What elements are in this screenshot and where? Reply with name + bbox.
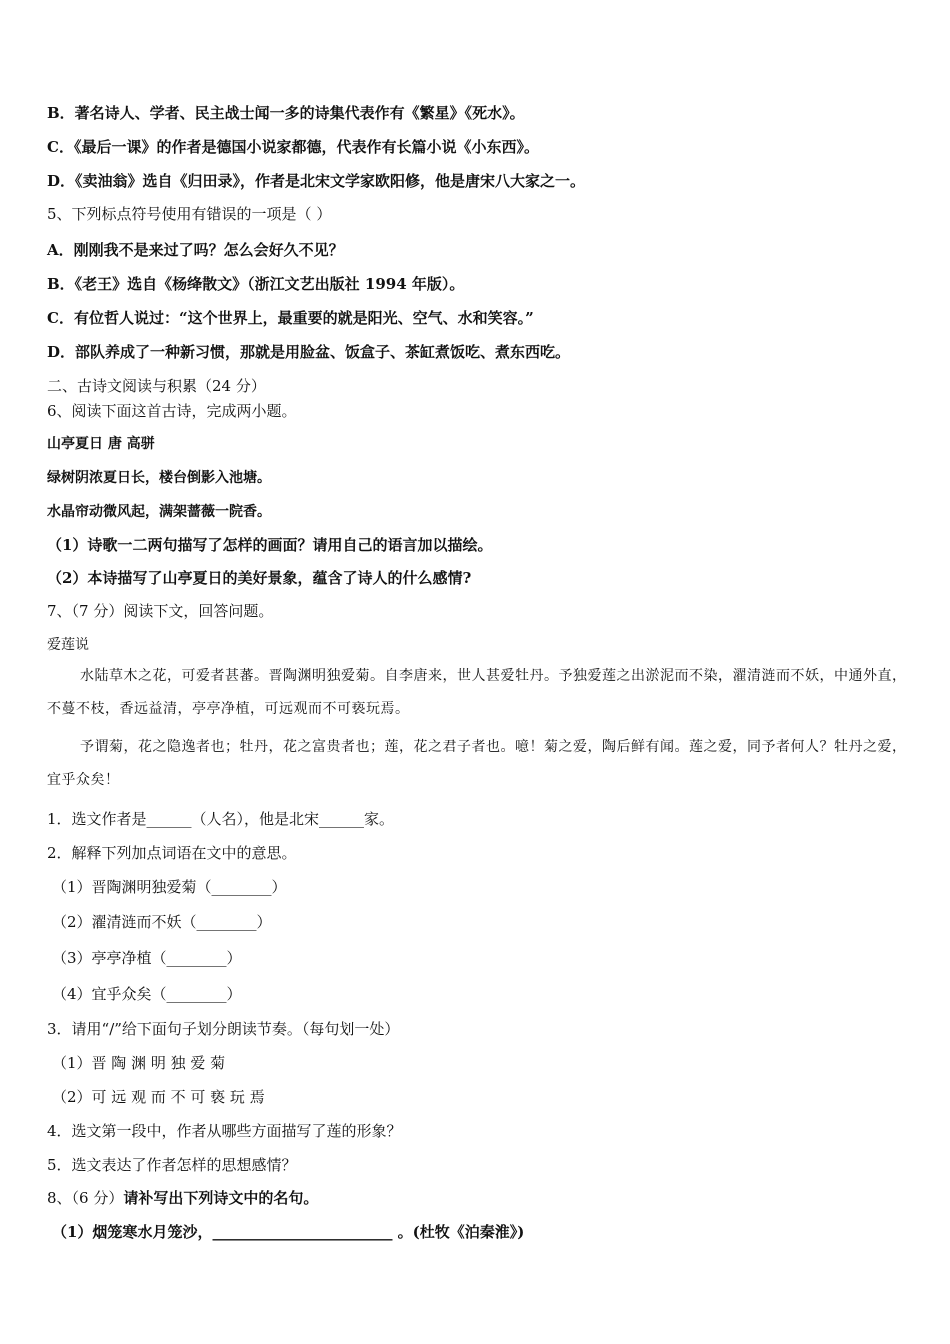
q7-item-4: 4．选文第一段中，作者从哪些方面描写了莲的形象？ bbox=[47, 1122, 402, 1140]
q4-option-c: C．《最后一课》的作者是德国小说家都德，代表作有长篇小说《小东西》。 bbox=[47, 138, 539, 156]
q6-sub-2: （2）本诗描写了山亭夏日的美好景象，蕴含了诗人的什么感情? bbox=[47, 569, 472, 587]
q5-option-b: B．《老王》选自《杨绛散文》（浙江文艺出版社 1994 年版）。 bbox=[47, 275, 465, 293]
poem-line-2: 水晶帘动微风起，满架蔷薇一院香。 bbox=[47, 504, 271, 520]
q6-sub-1: （1）诗歌一二两句描写了怎样的画面？请用自己的语言加以描绘。 bbox=[47, 536, 493, 554]
q7-stem: 7、（7 分）阅读下文，回答问题。 bbox=[47, 602, 274, 620]
q6-stem: 6、阅读下面这首古诗，完成两小题。 bbox=[47, 402, 297, 420]
q7-item-3-1: （1）晋 陶 渊 明 独 爱 菊 bbox=[52, 1054, 226, 1072]
q4-option-d: D．《卖油翁》选自《归田录》，作者是北宋文学家欧阳修，他是唐宋八大家之一。 bbox=[47, 172, 586, 190]
q5-option-a: A．刚刚我不是来过了吗？怎么会好久不见？ bbox=[47, 241, 344, 259]
q7-item-2-2: （2）濯清涟而不妖（________） bbox=[52, 913, 272, 931]
q7-item-2-4: （4）宜乎众矣（________） bbox=[52, 985, 242, 1003]
poem-line-1: 绿树阴浓夏日长，楼台倒影入池塘。 bbox=[47, 470, 271, 486]
q7-item-2: 2．解释下列加点词语在文中的意思。 bbox=[47, 844, 297, 862]
section-2-title: 二、古诗文阅读与积累（24 分） bbox=[47, 377, 266, 395]
q7-item-2-3: （3）亭亭净植（________） bbox=[52, 949, 242, 967]
text-paragraph-1: 水陆草木之花，可爱者甚蕃。晋陶渊明独爱菊。自李唐来，世人甚爱牡丹。予独爱莲之出淤泥而不染，濯清涟而不妖，中通外直，不蔓不枝，香远益清，亭亭净植，可远观而不可亵玩焉。 bbox=[47, 668, 907, 717]
q7-item-3-2: （2）可 远 观 而 不 可 亵 玩 焉 bbox=[52, 1088, 265, 1106]
q7-item-2-1: （1）晋陶渊明独爱菊（________） bbox=[52, 878, 287, 896]
q8-stem bbox=[47, 1188, 318, 1208]
q5-option-c: C．有位哲人说过：“这个世界上，最重要的就是阳光、空气、水和笑容。” bbox=[47, 309, 534, 327]
q4-option-b: B．著名诗人、学者、民主战士闻一多的诗集代表作有《繁星》《死水》。 bbox=[47, 104, 525, 122]
text-title: 爱莲说 bbox=[47, 637, 89, 653]
q7-item-3: 3．请用“/”给下面句子划分朗读节奏。（每句划一处） bbox=[47, 1020, 400, 1038]
q8-stem-prefix: 8、（6 分） bbox=[47, 1189, 124, 1207]
poem-title: 山亭夏日 唐 高骈 bbox=[47, 436, 155, 452]
q7-item-1: 1．选文作者是______（人名），他是北宋______家。 bbox=[47, 810, 395, 828]
q5-option-d: D．部队养成了一种新习惯，那就是用脸盆、饭盒子、茶缸煮饭吃、煮东西吃。 bbox=[47, 343, 571, 361]
q7-item-5: 5．选文表达了作者怎样的思想感情？ bbox=[47, 1156, 297, 1174]
q8-stem-text: 请补写出下列诗文中的名句。 bbox=[123, 1189, 319, 1207]
q8-sub-1: （1）烟笼寒水月笼沙，________________________ 。(杜牧《泊秦淮》) bbox=[52, 1223, 525, 1241]
text-paragraph-2: 予谓菊，花之隐逸者也；牡丹，花之富贵者也；莲，花之君子者也。噫！菊之爱，陶后鲜有闻。莲之爱，同予者何人？牡丹之爱，宜乎众矣！ bbox=[47, 739, 907, 788]
q5-stem: 5、下列标点符号使用有错误的一项是（ ） bbox=[47, 205, 332, 223]
